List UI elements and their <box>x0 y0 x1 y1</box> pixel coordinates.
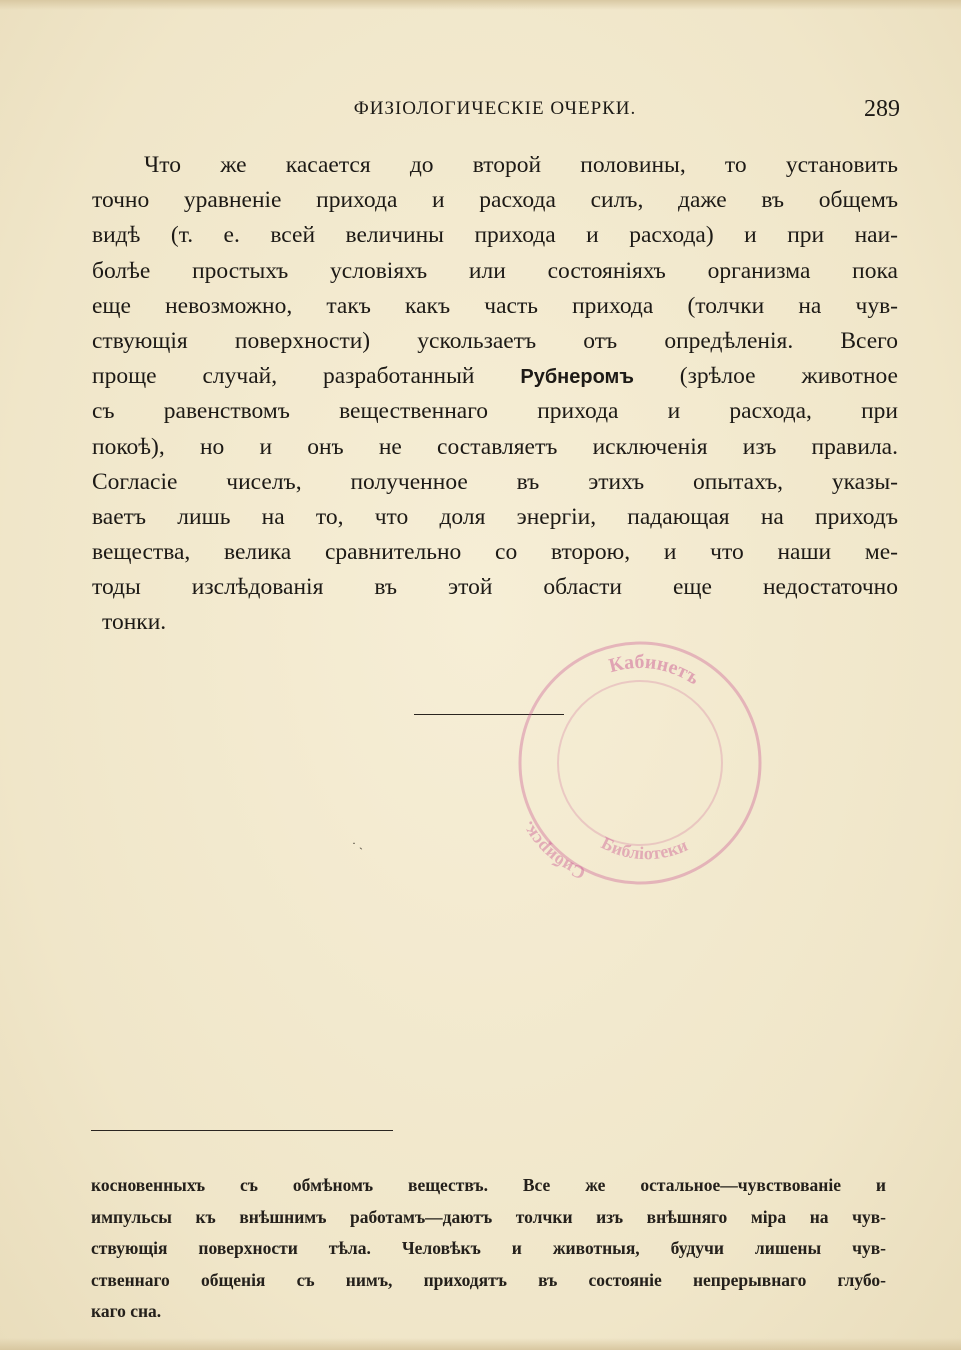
library-stamp <box>505 628 775 898</box>
main-paragraph <box>92 148 898 641</box>
stamp-text-bottom: Библіотеки <box>598 832 691 864</box>
text-fragment: проще случай, разработанный <box>92 363 521 390</box>
page-top-edge <box>0 0 961 10</box>
footnote <box>91 1170 886 1328</box>
footnote-line: ствующія поверхности тѣла. Человѣкъ и животныя, будучи лишены чув- <box>91 1238 886 1258</box>
text-line: покоѣ), но и онъ не составляетъ исключенія изъ правила. <box>92 433 898 460</box>
text-line: видѣ (т. е. всей величины прихода и расхода) и при наи- <box>92 222 898 249</box>
author-name-rubner: Рубнеромъ <box>520 366 634 389</box>
running-title: ФИЗІОЛОГИЧЕСКІЕ ОЧЕРКИ. <box>353 98 637 119</box>
text-line-with-name <box>92 359 898 394</box>
ink-specks: · ˏ <box>352 836 363 850</box>
page-header <box>90 96 900 126</box>
footnote-line: каго сна. <box>91 1301 162 1321</box>
footnote-line: импульсы къ внѣшнимъ работамъ—даютъ толчки изъ внѣшняго міра на чув- <box>91 1206 886 1227</box>
text-line: точно уравненіе прихода и расхода силъ, даже въ общемъ <box>92 187 898 214</box>
text-fragment: (зрѣлое животное <box>633 363 898 390</box>
text-line: вещества, велика сравнительно со второю, и что наши ме- <box>92 539 898 566</box>
text-line: Согласіе чиселъ, полученное въ этихъ опытахъ, указы- <box>92 468 898 495</box>
text-line: Что же касается до второй половины, то установить <box>144 152 898 178</box>
footnote-line: косновенныхъ съ обмѣномъ веществъ. Все же остальное—чувствованіе и <box>91 1175 886 1195</box>
text-line: съ равенствомъ вещественнаго прихода и расхода, при <box>92 398 898 425</box>
footnote-line: ственнаго общенія съ нимъ, приходятъ въ состояніе непрерывнаго глубо- <box>91 1269 886 1290</box>
stamp-text-top: Кабинетъ <box>606 650 704 690</box>
text-line: болѣе простыхъ условіяхъ или состояніяхъ организма пока <box>92 257 898 284</box>
text-line: тоды изслѣдованія въ этой области еще недостаточно <box>92 574 898 601</box>
text-line: тонки. <box>102 609 167 636</box>
page-number: 289 <box>864 96 900 122</box>
footnote-rule <box>91 1130 393 1131</box>
stamp-inner-ring <box>558 681 722 845</box>
text-line: ствующія поверхности) ускользаетъ отъ опредѣленія. Всего <box>92 327 898 354</box>
text-line: еще невозможно, такъ какъ часть прихода (толчки на чув- <box>92 292 898 319</box>
stamp-text-left: Сибирск. <box>516 818 589 884</box>
page-bottom-edge <box>0 1338 961 1350</box>
text-line: ваетъ лишь на то, что доля энергіи, падающая на приходъ <box>92 503 898 530</box>
